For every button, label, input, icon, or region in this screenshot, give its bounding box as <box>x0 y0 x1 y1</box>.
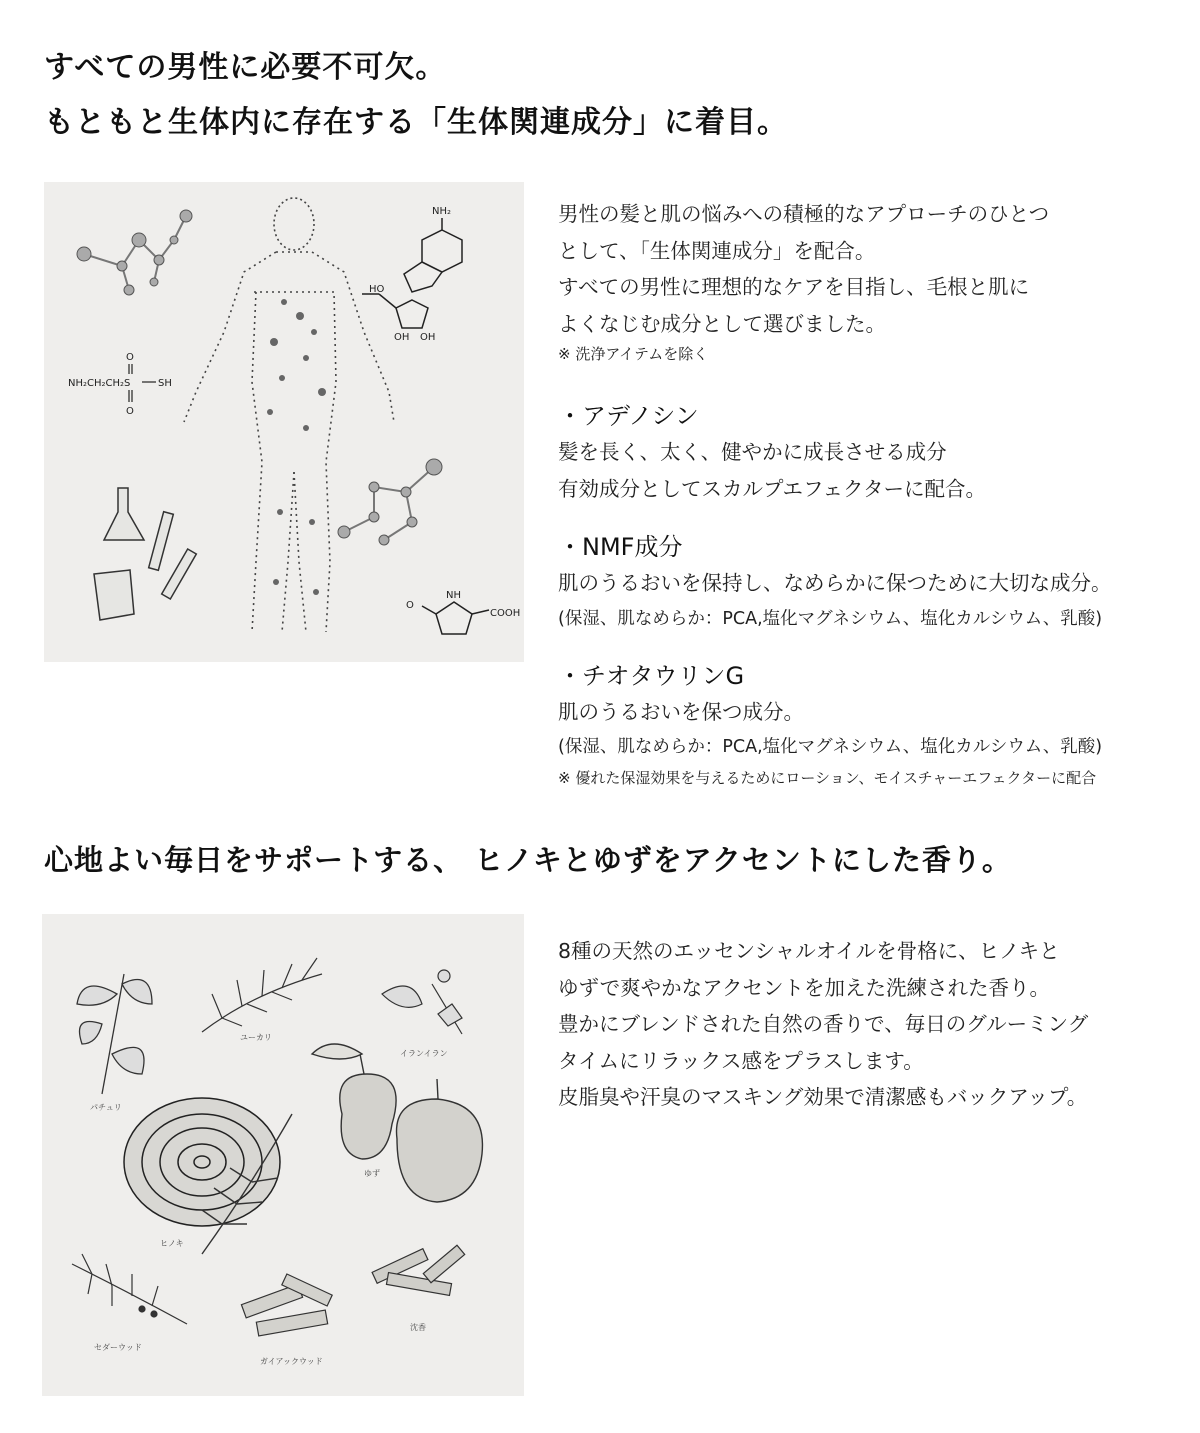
intro-line: として、「生体関連成分」を配合。 <box>558 238 876 263</box>
botanical-drawing <box>42 914 524 1396</box>
thio-bonds <box>129 364 156 402</box>
patchouli-icon <box>77 974 152 1094</box>
ingredient-note: ※ 優れた保湿効果を与えるためにローション、モイスチャーエフェクターに配合 <box>558 769 1097 787</box>
plant-label: ユーカリ <box>240 1033 272 1042</box>
ingredient-line: 髪を長く、太く、健やかに成長させる成分 <box>558 440 947 464</box>
headline-secondary: もともと生体内に存在する「生体関連成分」に着目。 <box>44 105 788 140</box>
ingredients-copy <box>558 196 1188 792</box>
intro-line: 男性の髪と肌の悩みへの積極的なアプローチのひとつ <box>558 202 1050 226</box>
ingredient-line: 肌のうるおいを保持し、なめらかに保つために大切な成分。 <box>558 571 1112 595</box>
fragrance-line: 豊かにブレンドされた自然の香りで、毎日のグルーミング <box>558 1012 1089 1036</box>
chem-label: OH <box>394 332 410 343</box>
headline-primary: すべての男性に必要不可欠。 <box>44 50 447 85</box>
ingredient-title-nmf: ・NMF成分 <box>558 533 683 561</box>
plant-label: セダーウッド <box>94 1343 142 1352</box>
ingredient-sub: (保湿、肌なめらか：PCA,塩化マグネシウム、塩化カルシウム、乳酸) <box>558 608 1103 629</box>
intro-note: ※ 洗浄アイテムを除く <box>558 345 709 363</box>
chem-label: OH <box>420 332 436 343</box>
ingredient-title-adenosine: ・アデノシン <box>558 402 699 430</box>
plant-label: ゆず <box>364 1169 380 1178</box>
chem-label: COOH <box>490 608 521 619</box>
ingredients-illustration <box>44 182 524 662</box>
fragrance-line: 皮脂臭や汗臭のマスキング効果で清潔感もバックアップ。 <box>558 1085 1088 1109</box>
chem-label: HO <box>369 284 385 295</box>
chem-label: NH <box>446 590 461 601</box>
chem-label: NH₂CH₂CH₂S <box>68 378 131 389</box>
eucalyptus-icon <box>202 958 322 1032</box>
hinoki-wood-icon <box>124 1098 280 1226</box>
chem-label: SH <box>158 378 172 389</box>
chem-label: O <box>406 600 414 611</box>
fragrance-copy <box>558 933 1188 1116</box>
plant-label: パチュリ <box>90 1103 122 1112</box>
chem-label: O <box>126 406 134 417</box>
fragrance-line: タイムにリラックス感をプラスします。 <box>558 1048 924 1073</box>
cedarwood-icon <box>72 1254 187 1324</box>
ylang-icon <box>382 970 462 1034</box>
fragrance-headline: 心地よい毎日をサポートする、 ヒノキとゆずをアクセントにした香り。 <box>44 843 1012 877</box>
ingredient-sub: (保湿、肌なめらか：PCA,塩化マグネシウム、塩化カルシウム、乳酸) <box>558 737 1103 757</box>
human-molecule-drawing <box>44 182 524 662</box>
pca-structure <box>422 602 489 634</box>
agarwood-icon <box>372 1245 465 1295</box>
intro-line: すべての男性に理想的なケアを目指し、毛根と肌に <box>558 275 1030 299</box>
intro-line: よくなじむ成分として選びました。 <box>558 311 886 336</box>
plant-label: 沈香 <box>410 1323 426 1332</box>
molecule-graphic <box>84 216 186 290</box>
figure-dots <box>267 299 326 595</box>
lab-glassware <box>94 488 196 620</box>
human-figure <box>184 198 394 632</box>
yuzu-icon <box>312 1044 482 1202</box>
guaiac-wood-icon <box>241 1274 332 1336</box>
chem-label: NH₂ <box>432 206 452 217</box>
plant-label: イランイラン <box>400 1049 448 1058</box>
ingredient-line: 有効成分としてスカルプエフェクターに配合。 <box>558 476 987 501</box>
chem-label: O <box>126 352 134 363</box>
ingredient-line: 肌のうるおいを保つ成分。 <box>558 699 804 724</box>
fragrance-illustration <box>42 914 524 1396</box>
plant-label: ガイアックウッド <box>260 1357 323 1366</box>
ingredient-title-thiotaurine: ・チオタウリンG <box>558 661 745 690</box>
plant-label: ヒノキ <box>160 1239 184 1248</box>
adenosine-structure <box>362 218 462 328</box>
fragrance-line: 8種の天然のエッセンシャルオイルを骨格に、ヒノキと <box>558 939 1060 963</box>
fragrance-line: ゆずで爽やかなアクセントを加えた洗練された香り。 <box>558 975 1050 1000</box>
